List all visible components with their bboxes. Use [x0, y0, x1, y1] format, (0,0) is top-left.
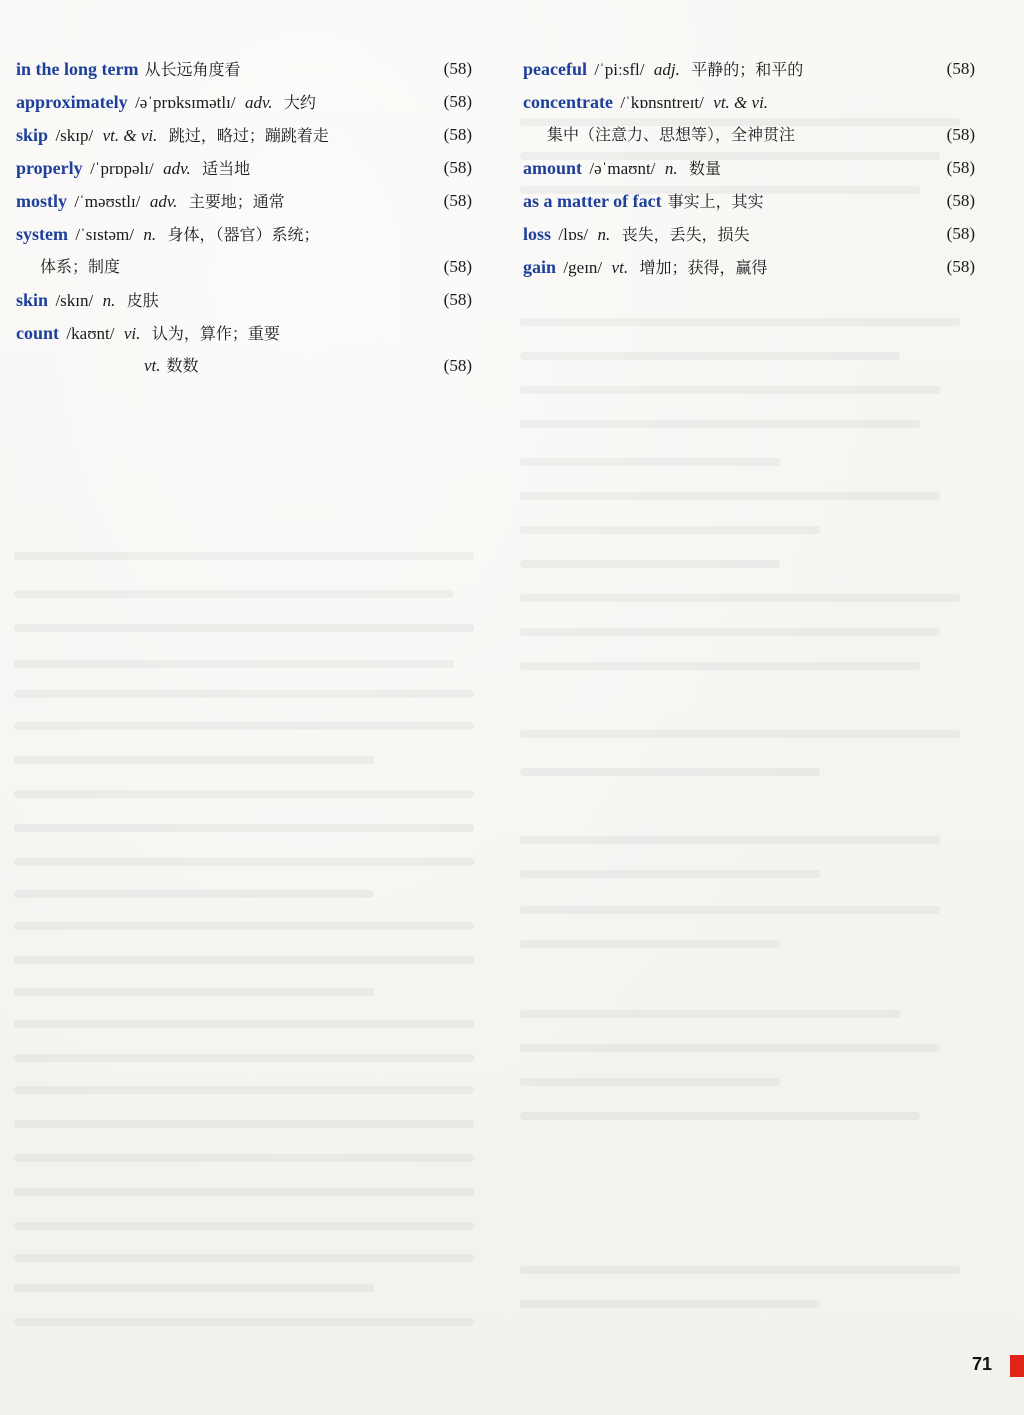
meaning: 集中（注意力、思想等），全神贯注: [547, 125, 796, 144]
page-ref: (58): [443, 59, 472, 78]
meaning: 适当地: [202, 159, 251, 178]
phonetic: /əˈprɒksɪmətlɪ/: [135, 93, 236, 112]
page-ref: (58): [443, 356, 472, 375]
page-ref: (58): [443, 191, 472, 210]
vocab-entry: [16, 124, 472, 157]
vocab-entry: [523, 58, 975, 91]
headword: concentrate: [523, 92, 613, 112]
phonetic: /ˈprɒpəlɪ/: [90, 159, 154, 178]
headword: count: [16, 323, 60, 343]
page-ref: (58): [946, 59, 975, 78]
page-ref: (58): [946, 224, 975, 243]
meaning: 事实上，其实: [667, 192, 764, 211]
part-of-speech: n.: [143, 225, 157, 244]
meaning: 丧失，丢失，损失: [621, 225, 750, 244]
meaning: 皮肤: [126, 291, 159, 310]
meaning: 从长远角度看: [144, 60, 241, 79]
page-ref: (58): [946, 158, 975, 177]
vocab-entry-continuation: [16, 355, 472, 388]
headword: amount: [523, 158, 583, 178]
page-ref: (58): [946, 257, 975, 276]
phonetic: /ˈsɪstəm/: [75, 225, 134, 244]
vocab-entry: [523, 256, 975, 289]
page-edge-tab: [1010, 1355, 1024, 1377]
headword: properly: [16, 158, 83, 178]
phonetic: /ˈkɒnsntreɪt/: [620, 93, 704, 112]
part-of-speech: n.: [102, 291, 116, 310]
page-ref: (58): [946, 125, 975, 144]
vocab-entry: [523, 91, 975, 124]
meaning: 大约: [283, 93, 316, 112]
meaning: 认为，算作；重要: [151, 324, 280, 343]
vocabulary-column-left: [16, 58, 472, 388]
vocabulary-column-right: [523, 58, 975, 289]
headword: skip: [16, 125, 49, 145]
phonetic: /əˈmaʊnt/: [589, 159, 656, 178]
vocab-entry: [16, 322, 472, 355]
vocab-entry: [523, 190, 975, 223]
page-ref: (58): [443, 257, 472, 276]
phonetic: /geɪn/: [563, 258, 603, 277]
headword: in the long term: [16, 59, 139, 79]
part-of-speech: adv.: [163, 159, 191, 178]
phonetic: /ˈməʊstlɪ/: [74, 192, 141, 211]
headword: skin: [16, 290, 49, 310]
page-number: 71: [971, 1354, 992, 1374]
page-ref: (58): [443, 158, 472, 177]
page-ref: (58): [443, 125, 472, 144]
headword: gain: [523, 257, 557, 277]
vocab-entry: [523, 157, 975, 190]
part-of-speech: vt.: [611, 258, 629, 277]
part-of-speech: n.: [597, 225, 611, 244]
part-of-speech: vt. & vi.: [713, 93, 769, 112]
page-ref: (58): [946, 191, 975, 210]
vocab-entry: [16, 223, 472, 256]
part-of-speech: vi.: [123, 324, 141, 343]
meaning: 跳过，略过；蹦跳着走: [168, 126, 329, 145]
headword: loss: [523, 224, 552, 244]
vocab-entry-continuation: [523, 124, 975, 157]
meaning: 主要地；通常: [188, 192, 285, 211]
part-of-speech: vt.: [144, 356, 161, 375]
phonetic: /skɪp/: [55, 126, 94, 145]
phonetic: /lɒs/: [558, 225, 589, 244]
vocab-entry: [16, 190, 472, 223]
vocab-entry: [16, 157, 472, 190]
meaning: 平静的；和平的: [691, 60, 804, 79]
part-of-speech: n.: [664, 159, 678, 178]
part-of-speech: adj.: [653, 60, 680, 79]
page-ref: (58): [443, 290, 472, 309]
vocab-entry: [16, 289, 472, 322]
headword: peaceful: [523, 59, 587, 79]
phonetic: /skɪn/: [55, 291, 94, 310]
meaning: 数量: [688, 159, 721, 178]
headword: system: [16, 224, 68, 244]
headword: mostly: [16, 191, 67, 211]
vocab-entry: [16, 58, 472, 91]
vocab-entry: [16, 91, 472, 124]
meaning: 增加；获得，赢得: [639, 258, 768, 277]
vocab-entry-continuation: [16, 256, 472, 289]
phonetic: /ˈpiːsfl/: [594, 60, 645, 79]
part-of-speech: adv.: [149, 192, 178, 211]
part-of-speech: vt. & vi.: [102, 126, 158, 145]
vocab-entry: [523, 223, 975, 256]
headword: approximately: [16, 92, 128, 112]
meaning: 身体，（器官）系统；: [167, 225, 320, 244]
meaning: 数数: [166, 356, 199, 375]
headword: as a matter of fact: [523, 191, 662, 211]
phonetic: /kaʊnt/: [66, 324, 115, 343]
meaning: 体系；制度: [40, 257, 121, 276]
part-of-speech: adv.: [244, 93, 273, 112]
page-ref: (58): [443, 92, 472, 111]
